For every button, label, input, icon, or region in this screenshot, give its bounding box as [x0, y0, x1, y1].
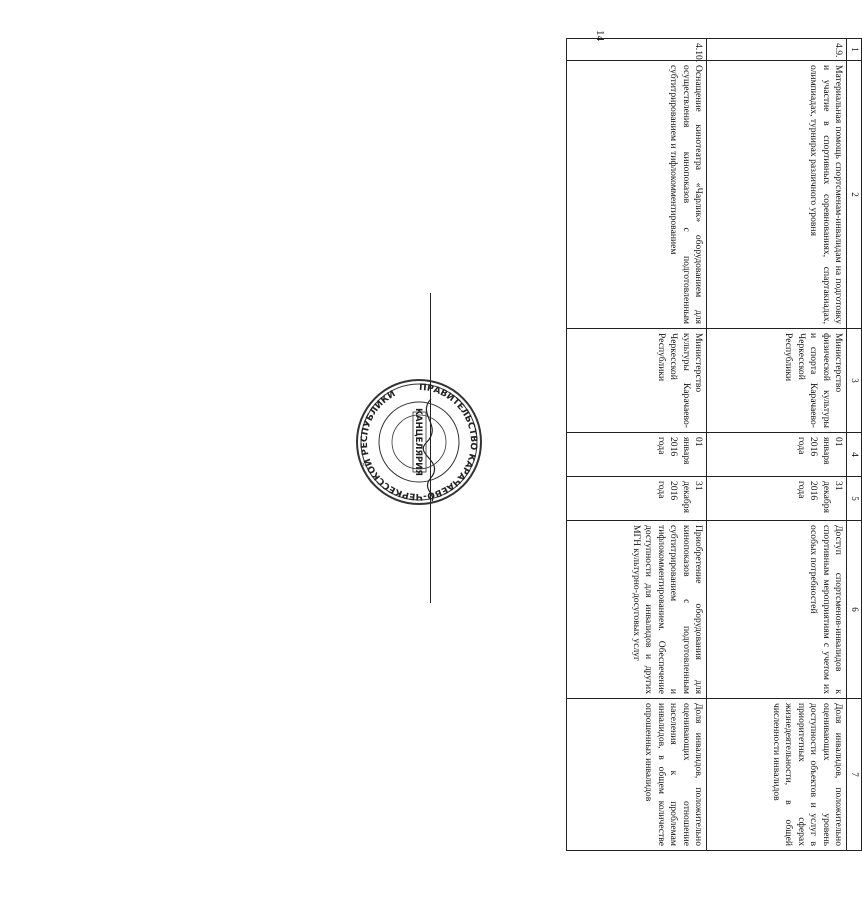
col-header-1: 1 — [847, 39, 862, 61]
official-seal — [353, 376, 485, 508]
measures-table — [566, 38, 862, 851]
start-date-cell: 01 января 2016 года — [707, 433, 847, 477]
row-number: 4.9. — [707, 39, 847, 61]
table-row — [707, 39, 847, 851]
start-date-cell: 01 января 2016 года — [567, 433, 707, 477]
executor-cell: Министерство культуры Карачаево-Черкесской Республики — [567, 329, 707, 433]
document-table-rotated — [566, 38, 862, 850]
row-number: 4.10. — [567, 39, 707, 61]
indicator-cell: Доля инвалидов, положительно оценивающих отношение населения к проблемам инвалидов, в общем количестве опрошенных инвалидов — [567, 699, 707, 851]
col-header-5: 5 — [847, 477, 862, 521]
indicator-cell: Доля инвалидов, положительно оценивающих уровень доступности объектов и услуг в приоритетных сферах жизнедеятельности, в общей численности инвалидов — [707, 699, 847, 851]
page-number: 14 — [594, 30, 606, 41]
result-cell: Доступ спортсменов-инвалидов к спортивным мероприятиям с учетом их особых потребностей — [707, 521, 847, 699]
seal-outer-text: ПРАВИТЕЛЬСТВО КАРАЧАЕВО-ЧЕРКЕССКОЙ РЕСПУБЛИКИ — [359, 382, 479, 502]
end-date-cell: 31 декабря 2016 года — [707, 477, 847, 521]
end-date-cell: 31 декабря 2016 года — [567, 477, 707, 521]
result-cell: Приобретение оборудования для кинопоказов с подготовленным субтитрированием и тифлокомментированием. Обеспечение доступности для инвалидов и других МГН культурно-досуговых услуг — [567, 521, 707, 699]
col-header-6: 6 — [847, 521, 862, 699]
col-header-4: 4 — [847, 433, 862, 477]
col-header-3: 3 — [847, 329, 862, 433]
col-header-2: 2 — [847, 61, 862, 329]
measure-cell: Материальная помощь спортсменам-инвалидам на подготовку и участие в спортивных соревнованиях, спартакиадах, олимпиадах, турнирах различного уровня — [707, 61, 847, 329]
header-row — [847, 39, 862, 851]
col-header-7: 7 — [847, 699, 862, 851]
seal-center-text: КАНЦЕЛЯРИЯ — [413, 408, 423, 476]
executor-cell: Министерство физической культуры и спорта Карачаево-Черкесской Республики — [707, 329, 847, 433]
table-row — [567, 39, 707, 851]
measure-cell: Оснащение кинотеатра «Чарлик» оборудованием для осуществления кинопоказов с подготовленным субтитрированием и тифлокомментированием — [567, 61, 707, 329]
